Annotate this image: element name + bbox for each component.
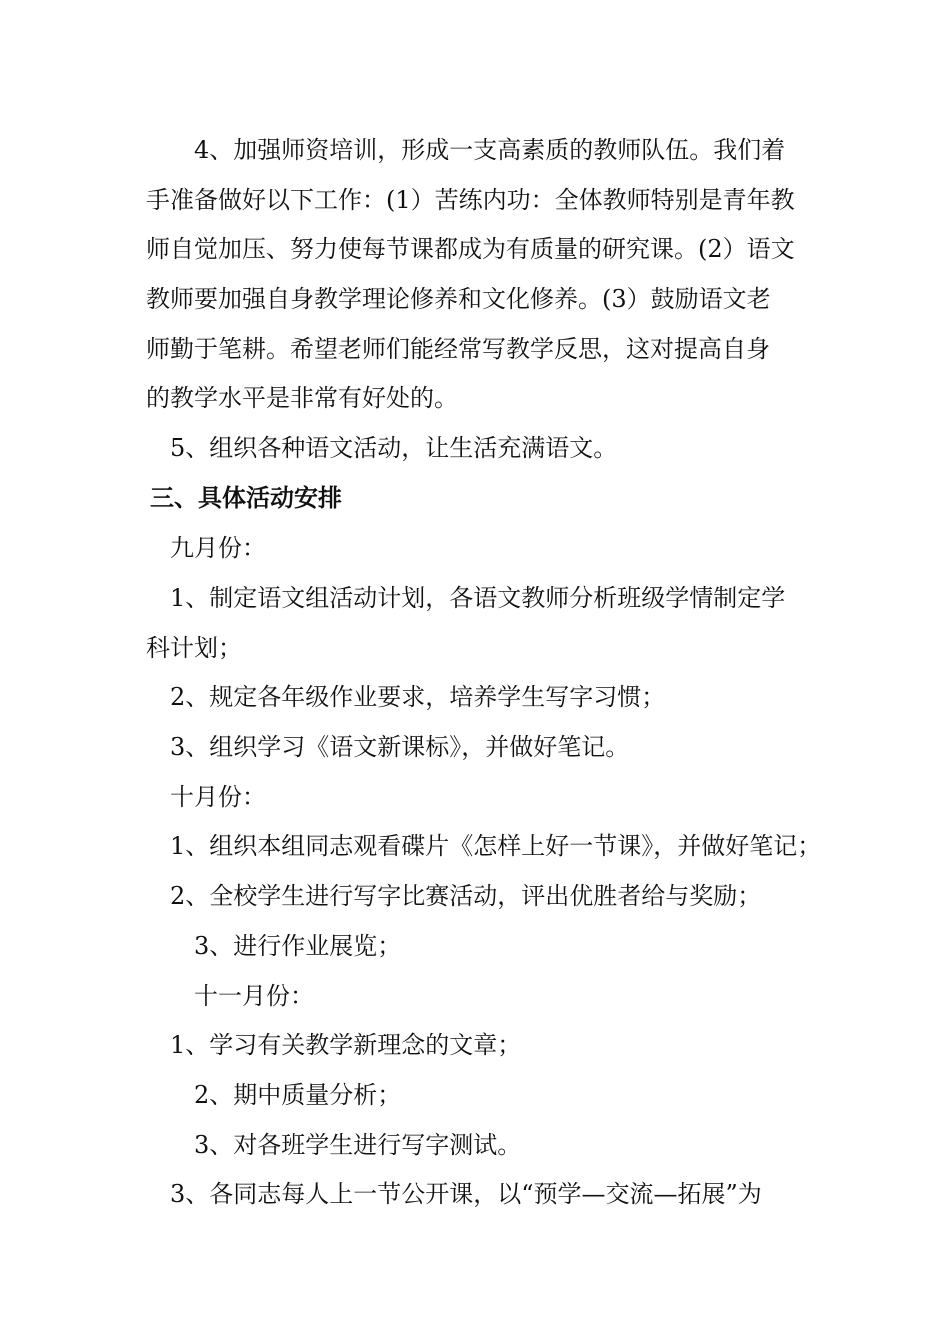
september-item-1-line-1: 1、制定语文组活动计划，各语文教师分析班级学情制定学 bbox=[170, 584, 786, 612]
paragraph-4-line-5: 师勤于笔耕。希望老师们能经常写教学反思，这对提高自身 bbox=[146, 335, 770, 363]
november-item-4: 3、各同志每人上一节公开课，以“预学—交流—拓展”为 bbox=[170, 1180, 762, 1208]
october-item-1: 1、组织本组同志观看碟片《怎样上好一节课》，并做好笔记； bbox=[170, 832, 822, 860]
paragraph-4-line-1: 4、加强师资培训，形成一支高素质的教师队伍。我们着 bbox=[194, 136, 786, 164]
october-item-2: 2、全校学生进行写字比赛活动，评出优胜者给与奖励； bbox=[170, 882, 762, 910]
november-item-2: 2、期中质量分析； bbox=[194, 1081, 402, 1109]
section-heading-3: 三、具体活动安排 bbox=[150, 484, 342, 512]
october-item-3: 3、进行作业展览； bbox=[194, 932, 402, 960]
paragraph-4-line-3: 师自觉加压、努力使每节课都成为有质量的研究课。(2）语文 bbox=[146, 235, 795, 263]
september-item-3: 3、组织学习《语文新课标》，并做好笔记。 bbox=[170, 733, 630, 761]
month-october-title: 十月份： bbox=[170, 783, 266, 811]
paragraph-4-line-4: 教师要加强自身教学理论修养和文化修养。(3）鼓励语文老 bbox=[146, 285, 771, 313]
september-item-1-line-2: 科计划； bbox=[146, 634, 242, 662]
month-november-title: 十一月份： bbox=[194, 982, 314, 1010]
november-item-1: 1、学习有关教学新理念的文章； bbox=[170, 1031, 522, 1059]
paragraph-4-line-2: 手准备做好以下工作：(1）苦练内功：全体教师特别是青年教 bbox=[146, 186, 795, 214]
november-item-3: 3、对各班学生进行写字测试。 bbox=[194, 1131, 522, 1159]
month-september-title: 九月份： bbox=[170, 534, 266, 562]
paragraph-4-line-6: 的教学水平是非常有好处的。 bbox=[146, 384, 458, 412]
paragraph-5: 5、组织各种语文活动，让生活充满语文。 bbox=[170, 434, 618, 462]
september-item-2: 2、规定各年级作业要求，培养学生写字习惯； bbox=[170, 683, 666, 711]
